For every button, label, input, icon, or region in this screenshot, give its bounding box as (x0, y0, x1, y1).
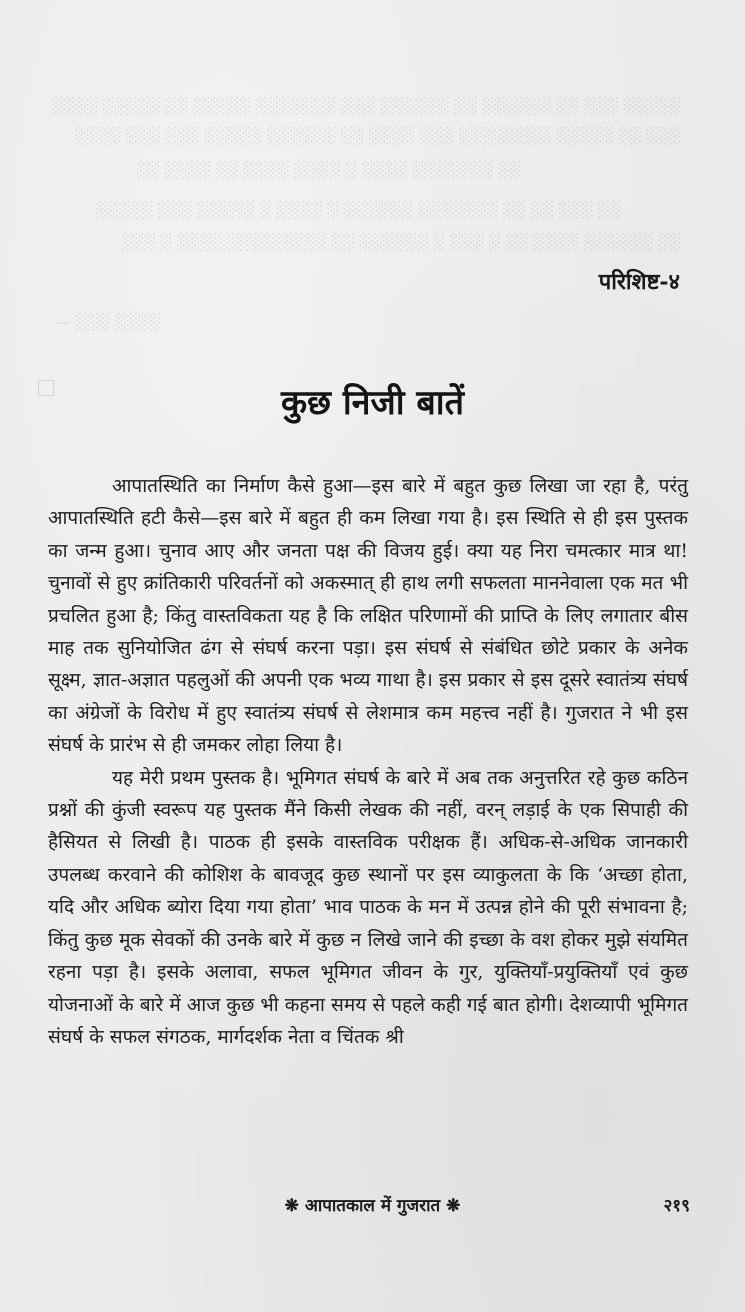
show-through-text: ░░ ░░░ ░░ ░░ ░░░░░░░ ░░░░░░ ░ ░░░░ ░ ░░░░░ ░░░ ░░░░░ (94, 201, 620, 219)
show-through-text: ░░░░░ ░░░ ░░ ░░░░░░ ░░ ░░░░░░ ░░░ ░░░░░░░ ░░░░░ ░░ ░░░░░ ░░░░ (50, 97, 680, 115)
show-through-text: ░░░ ░░ ░░░░░ ░░░░░░░░ ░░░ ░░░░ ░░ ░░░░░░ ░░░░░ ░░░ ░░░ ░░░░ (73, 127, 680, 145)
show-through-text: ░░ ░░░░░░░ ░░░░ ░ ░░░░ ░░░░ ░░ ░░░░ ░░ (135, 161, 520, 179)
chapter-title: कुछ निजी बातें (281, 383, 464, 423)
paragraph: यह मेरी प्रथम पुस्तक है। भूमिगत संघर्ष के बारे में अब तक अनुत्तरित रहे कुछ कठिन प्रश्नों की कुंजी स्वरूप यह पुस्तक मैंने किसी लेखक की नहीं, वरन् लड़ाई के एक सिपाही की हैसियत से लिखी है। पाठक ही इसके वास्तविक परीक्षक हैं। अधिक-से-अधिक जानकारी उपलब्ध करवाने की कोशिश के बावजूद कुछ स्थानों पर इस व्याकुलता के कि ‘अच्छा होता, यदि और अधिक ब्योरा दिया गया होता’ भाव पाठक के मन में उत्पन्न होने की पूरी संभावना है; किंतु कुछ मूक सेवकों की उनके बारे में कुछ न लिखे जाने की इच्छा के वश होकर मुझे संयमित रहना पड़ा है। इसके अलावा, सफल भूमिगत जीवन के गुर, युक्तियाँ-प्रयुक्तियाँ एवं कुछ योजनाओं के बारे में आज कुछ भी कहना समय से पहले कही गई बात होगी। देशव्यापी भूमिगत संघर्ष के सफल संगठक, मार्गदर्शक नेता व चिंतक श्री (48, 766, 688, 1048)
paragraph: आपातस्थिति का निर्माण कैसे हुआ—इस बारे में बहुत कुछ लिखा जा रहा है, परंतु आपातस्थिति हटी कैसे—इस बारे में बहुत ही कम लिखा गया है। इस स्थिति से ही इस पुस्तक का जन्म हुआ। चुनाव आए और जनता पक्ष की विजय हुई। क्या यह निरा चमत्कार मात्र था! चुनावों से हुए क्रांतिकारी परिवर्तनों को अकस्मात् ही हाथ लगी सफलता माननेवाला एक मत भी प्रचलित हुआ है; किंतु वास्तविकता यह है कि लक्षित परिणामों की प्राप्ति के लिए लगातार बीस माह तक सुनियोजित ढंग से संघर्ष करना पड़ा। इस संघर्ष से संबंधित छोटे प्रकार के अनेक सूक्ष्म, ज्ञात-अज्ञात पहलुओं की अपनी एक भव्य गाथा है। इस प्रकार से इस दूसरे स्वातंत्र्य संघर्ष का अंग्रेजों के विरोध में हुए स्वातंत्र्य संघर्ष से लेशमात्र कम महत्त्व नहीं है। गुजरात ने भी इस संघर्ष के प्रारंभ से ही जमकर लोहा लिया है। (48, 475, 688, 757)
page-number: २१९ (663, 1196, 690, 1216)
appendix-label: परिशिष्ट-४ (598, 269, 680, 295)
show-through-text: ░░░░ ░░░ — (54, 313, 160, 331)
chapter-body (48, 470, 688, 1053)
running-footer-title: ❋ आपातकाल में गुजरात ❋ (284, 1196, 461, 1216)
show-through-text: ░░ ░░░░░░ ░░░░ ░░ ░ ░░░ ░ ░░░░░░ ░░ ░░░░░░░░░░░░░ ░ ░░░ (119, 233, 680, 251)
